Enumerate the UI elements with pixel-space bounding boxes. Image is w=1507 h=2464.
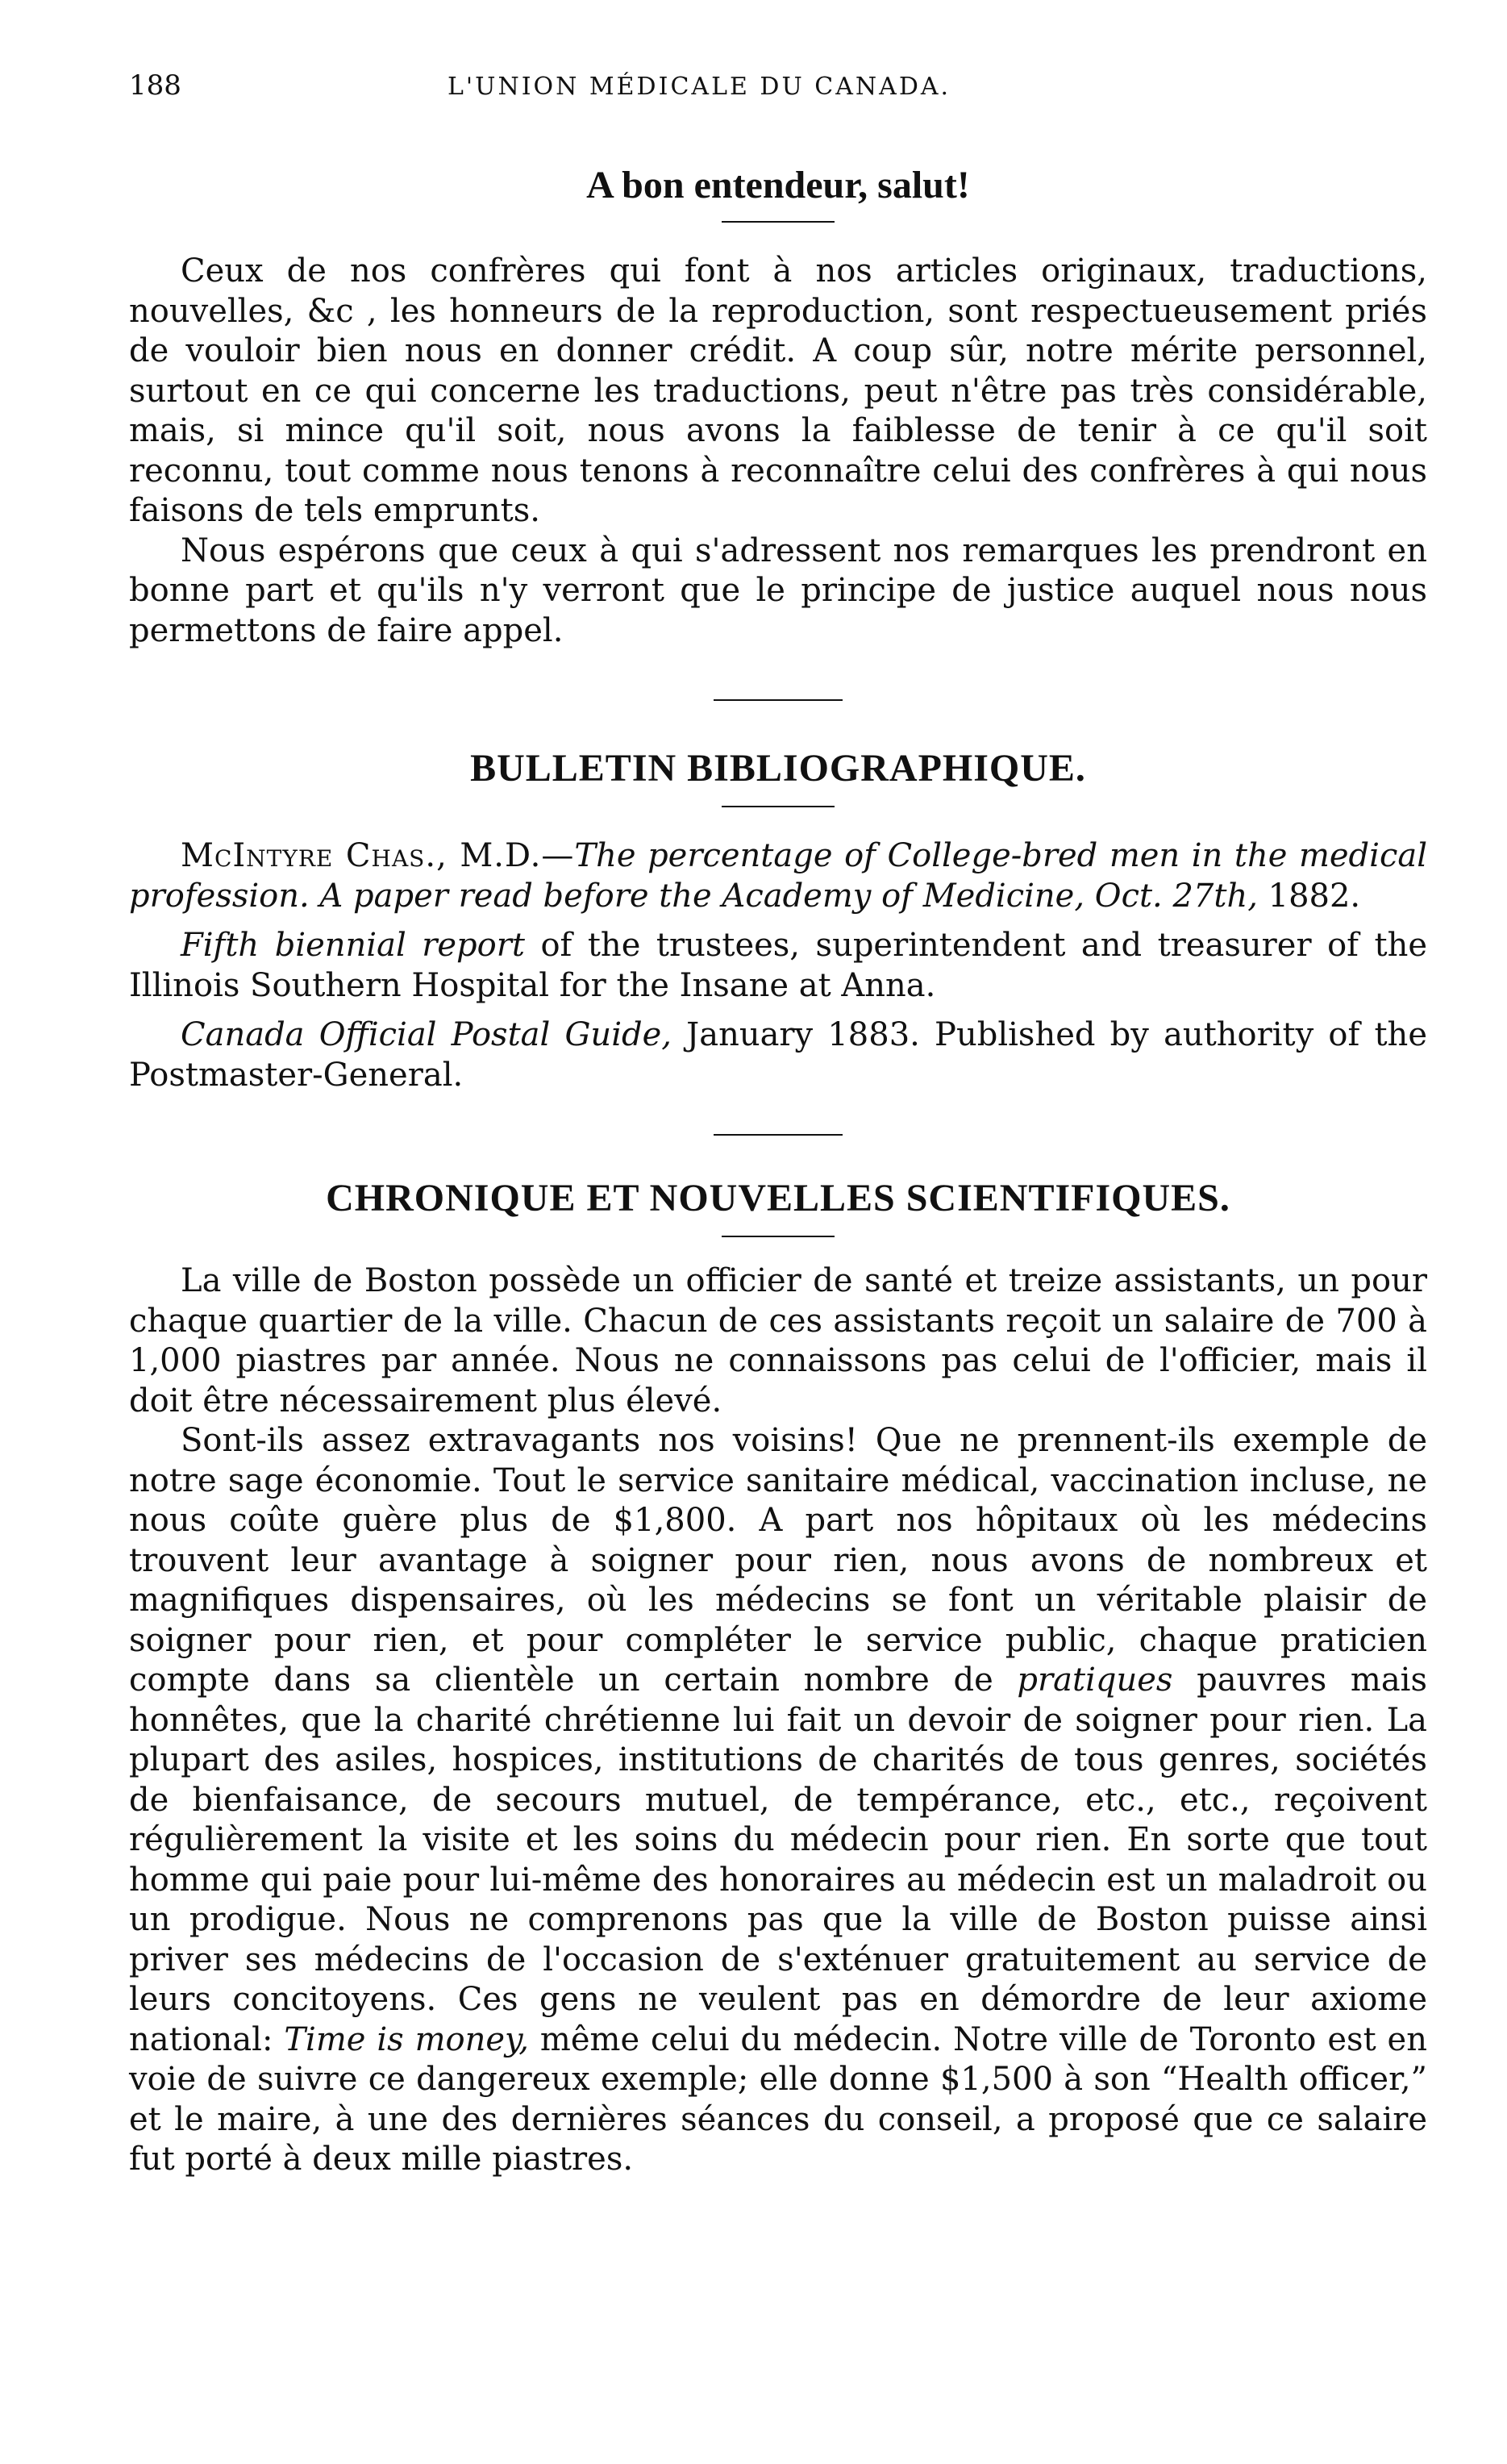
- divider: [714, 699, 843, 701]
- divider: [722, 221, 835, 223]
- entry-title: Canada Official Postal Guide,: [181, 1016, 672, 1053]
- divider: [722, 1236, 835, 1237]
- page-header: [129, 69, 1427, 111]
- document-page: [129, 69, 1427, 2180]
- section-title-chronique: CHRONIQUE ET NOUVELLES SCIENTIFIQUES.: [326, 1177, 1230, 1219]
- paragraph-text: même celui du médecin. Notre ville de Toronto est en voie de suivre ce dangereux exemple; elle donne $1,500 à son “Health officer,” et le maire, à une des dernières séances du conseil, a proposé que ce salaire fut porté à deux mille piastres.: [129, 2020, 1427, 2178]
- page-number: 188: [129, 69, 181, 102]
- bibliography-entry: [129, 836, 1427, 916]
- paragraph: Nous espérons que ceux à qui s'adressent nos remarques les prendront en bonne part et qu'ils n'y verront que le principe de justice auquel nous nous permettons de faire appel.: [129, 532, 1427, 649]
- divider: [714, 1134, 843, 1136]
- paragraph: La ville de Boston possède un officier de santé et treize assistants, un pour chaque quartier de la ville. Chacun de ces assistants reçoit un salaire de 700 à 1,000 piastres par année. Nous ne connaissons pas celui de l'officier, mais il doit être nécessairement plus élevé.: [129, 1262, 1427, 1420]
- section-title-bulletin: BULLETIN BIBLIOGRAPHIQUE.: [470, 747, 1086, 790]
- paragraph-italic: Time is money,: [284, 2020, 530, 2058]
- running-title: L'UNION MÉDICALE DU CANADA.: [448, 73, 951, 101]
- entry-title: The percentage of College-bred men in the medical profession. A paper read before the Academy of Medicine, Oct. 27th,: [129, 837, 1427, 915]
- paragraph-text: pauvres mais honnêtes, que la charité chrétienne lui fait un devoir de soigner pour rien. La plupart des asiles, hospices, institutions de charités de tous genres, sociétés de bienfaisance, de secours mutuel, de tempérance, etc., etc., reçoivent régulièrement la visite et les soins du médecin pour rien. En sorte que tout homme qui paie pour lui-même des honoraires au médecin est un maladroit ou un prodigue. Nous ne comprenons pas que la ville de Boston puisse ainsi priver ses médecins de l'occasion de s'exténuer gratuitement au service de leurs concitoyens. Ces gens ne veulent pas en démordre de leur axiome national:: [129, 1661, 1427, 2058]
- entry-title: Fifth biennial report: [181, 927, 525, 964]
- paragraph: [129, 1421, 1427, 2180]
- paragraph: Ceux de nos confrères qui font à nos articles originaux, traductions, nouvelles, &c , les honneurs de la reproduction, sont respectueusement priés de vouloir bien nous en donner crédit. A coup sûr, notre mérite personnel, surtout en ce qui concerne les traductions, peut n'être pas très considérable, mais, si mince qu'il soit, nous avons la faiblesse de tenir à ce qu'il soit reconnu, tout comme nous tenons à reconnaître celui des confrères à qui nous faisons de tels emprunts.: [129, 252, 1427, 529]
- section-title-salut: A bon entendeur, salut!: [586, 164, 970, 206]
- paragraph-italic: pratiques: [1017, 1661, 1173, 1699]
- bibliography-entry: [129, 926, 1427, 1006]
- entry-details: 1882.: [1257, 877, 1361, 915]
- entry-details: of the trustees, superintendent and treasurer of the Illinois Southern Hospital for the Insane at Anna.: [129, 927, 1427, 1004]
- bibliography-entry: [129, 1015, 1427, 1095]
- entry-details: January 1883. Published by authority of the Postmaster-General.: [129, 1016, 1427, 1094]
- entry-author: McIntyre Chas., M.D.—: [181, 837, 575, 874]
- paragraph-text: Sont-ils assez extravagants nos voisins! Que ne prennent-ils exemple de notre sage économie. Tout le service sanitaire médical, vaccination incluse, ne nous coûte guère plus de $1,800. A part nos hôpitaux où les médecins trouvent leur avantage à soigner pour rien, nous avons de nombreux et magnifiques dispensaires, où les médecins se font un véritable plaisir de soigner pour rien, et pour compléter le service public, chaque praticien compte dans sa clientèle un certain nombre de: [129, 1422, 1427, 1699]
- divider: [722, 806, 835, 807]
